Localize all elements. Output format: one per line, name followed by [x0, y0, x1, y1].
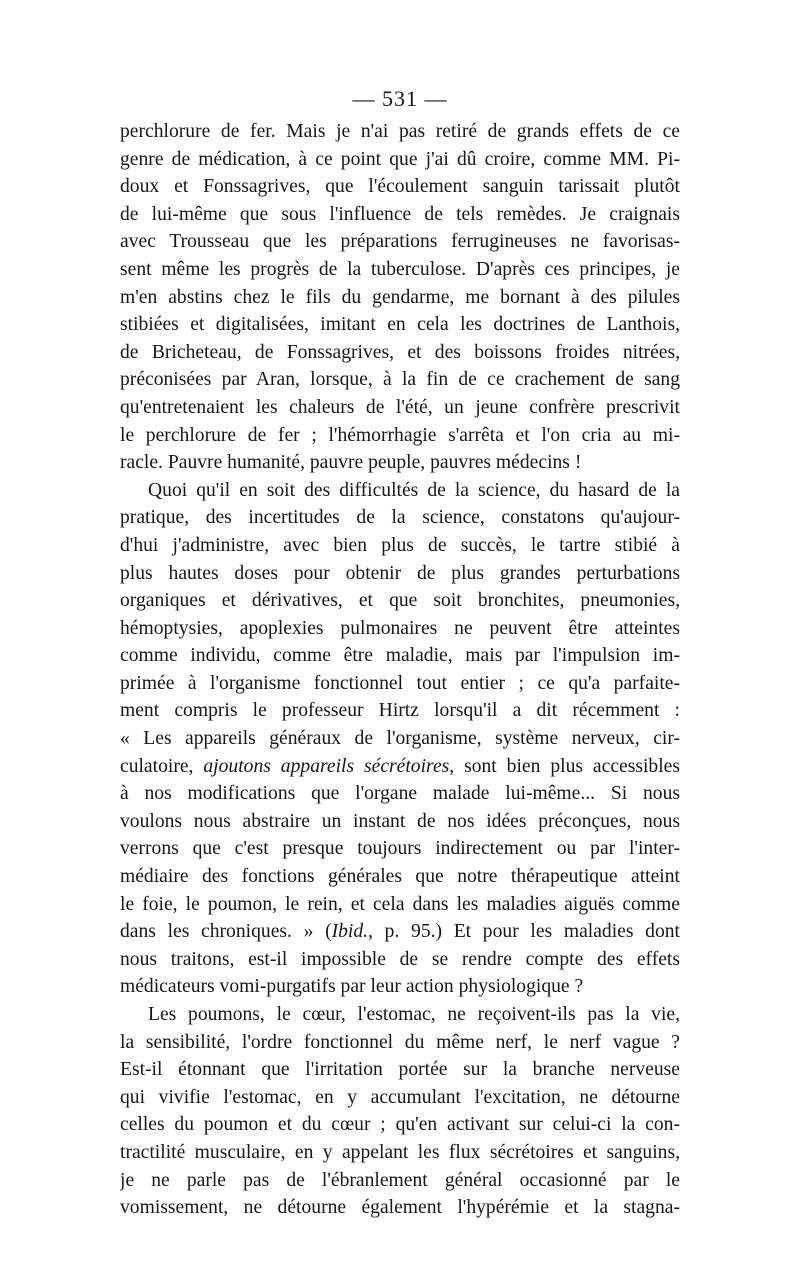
text-line: verrons que c'est presque toujours indirectement ou par l'inter-: [120, 838, 680, 860]
text-line: racle. Pauvre humanité, pauvre peuple, pauvres médecins !: [120, 452, 582, 474]
text-line: organiques et dérivatives, et que soit bronchites, pneumonies,: [120, 590, 680, 612]
text-line: le perchlorure de fer ; l'hémorrhagie s'arrêta et l'on cria au mi-: [120, 424, 680, 446]
text-line: avec Trousseau que les préparations ferrugineuses ne favorisas-: [120, 231, 680, 253]
text-line: de lui-même que sous l'influence de tels remèdes. Je craignais: [120, 203, 680, 225]
text-line: voulons nous abstraire un instant de nos idées préconçues, nous: [120, 810, 680, 832]
text-segment: , p. 95.) Et pour les maladies dont: [368, 921, 680, 943]
text-line: doux et Fonssagrives, que l'écoulement sanguin tarissait plutôt: [120, 176, 680, 198]
text-line: qu'entretenaient les chaleurs de l'été, un jeune confrère prescrivit: [120, 396, 680, 418]
text-line: d'hui j'administre, avec bien plus de succès, le tartre stibié à: [120, 534, 680, 556]
text-line: tractilité musculaire, en y appelant les flux sécrétoires et sanguins,: [120, 1141, 680, 1163]
text-line: nous traitons, est-il impossible de se rendre compte des effets: [120, 948, 680, 970]
text-line: Les poumons, le cœur, l'estomac, ne reçoivent-ils pas la vie,: [148, 1004, 680, 1025]
text-line: à nos modifications que l'organe malade lui-même... Si nous: [120, 783, 680, 805]
text-line: plus hautes doses pour obtenir de plus grandes perturbations: [120, 562, 680, 584]
text-line: médiaire des fonctions générales que notre thérapeutique atteint: [120, 866, 680, 888]
page-number: — 531 —: [352, 86, 448, 111]
text-line: qui vivifie l'estomac, en y accumulant l'excitation, ne détourne: [120, 1086, 680, 1108]
body-text: [120, 118, 680, 1222]
text-line: médicateurs vomi-purgatifs par leur action physiologique ?: [120, 976, 584, 998]
text-line: celles du poumon et du cœur ; qu'en activant sur celui-ci la con-: [120, 1114, 680, 1136]
quote-line-italic: [120, 753, 680, 781]
text-line: hémoptysies, apoplexies pulmonaires ne peuvent être atteintes: [120, 617, 680, 639]
text-line: comme individu, comme être maladie, mais par l'impulsion im-: [120, 645, 680, 667]
text-line: stibiées et digitalisées, imitant en cela les doctrines de Lanthois,: [120, 314, 680, 336]
text-segment: , sont bien plus accessibles: [449, 755, 680, 777]
text-line: ment compris le professeur Hirtz lorsqu'il a dit récemment :: [120, 700, 680, 722]
text-line: vomissement, ne détourne également l'hypérémie et la stagna-: [120, 1197, 680, 1219]
italic-citation: Ibid.: [331, 921, 369, 943]
text-segment: culatoire,: [120, 755, 204, 777]
text-line: Est-il étonnant que l'irritation portée sur la branche nerveuse: [120, 1059, 680, 1081]
quote-line: « Les appareils généraux de l'organisme, système nerveux, cir-: [120, 728, 680, 750]
text-line: préconisées par Aran, lorsque, à la fin de ce crachement de sang: [120, 369, 680, 391]
text-line: genre de médication, à ce point que j'ai dû croire, comme MM. Pi-: [120, 148, 680, 170]
text-line: m'en abstins chez le fils du gendarme, me bornant à des pilules: [120, 286, 680, 308]
text-line: pratique, des incertitudes de la science, constatons qu'aujour-: [120, 507, 680, 529]
text-line: Quoi qu'il en soit des difficultés de la science, du hasard de la: [148, 479, 680, 501]
text-line: la sensibilité, l'ordre fonctionnel du même nerf, le nerf vague ?: [120, 1031, 680, 1053]
text-line: sent même les progrès de la tuberculose. D'après ces principes, je: [120, 258, 680, 280]
text-segment: dans les chroniques. » (: [120, 921, 332, 943]
text-line: perchlorure de fer. Mais je n'ai pas retiré de grands effets de ce: [120, 121, 680, 142]
text-line: de Bricheteau, de Fonssagrives, et des boissons froides nitrées,: [120, 341, 680, 363]
text-line: primée à l'organisme fonctionnel tout entier ; ce qu'a parfaite-: [120, 672, 680, 694]
citation-line: [120, 918, 680, 946]
text-line: je ne parle pas de l'ébranlement général occasionné par le: [120, 1169, 680, 1191]
italic-phrase: ajoutons appareils sécrétoires: [203, 755, 450, 777]
text-line: le foie, le poumon, le rein, et cela dans les maladies aiguës comme: [120, 893, 680, 915]
